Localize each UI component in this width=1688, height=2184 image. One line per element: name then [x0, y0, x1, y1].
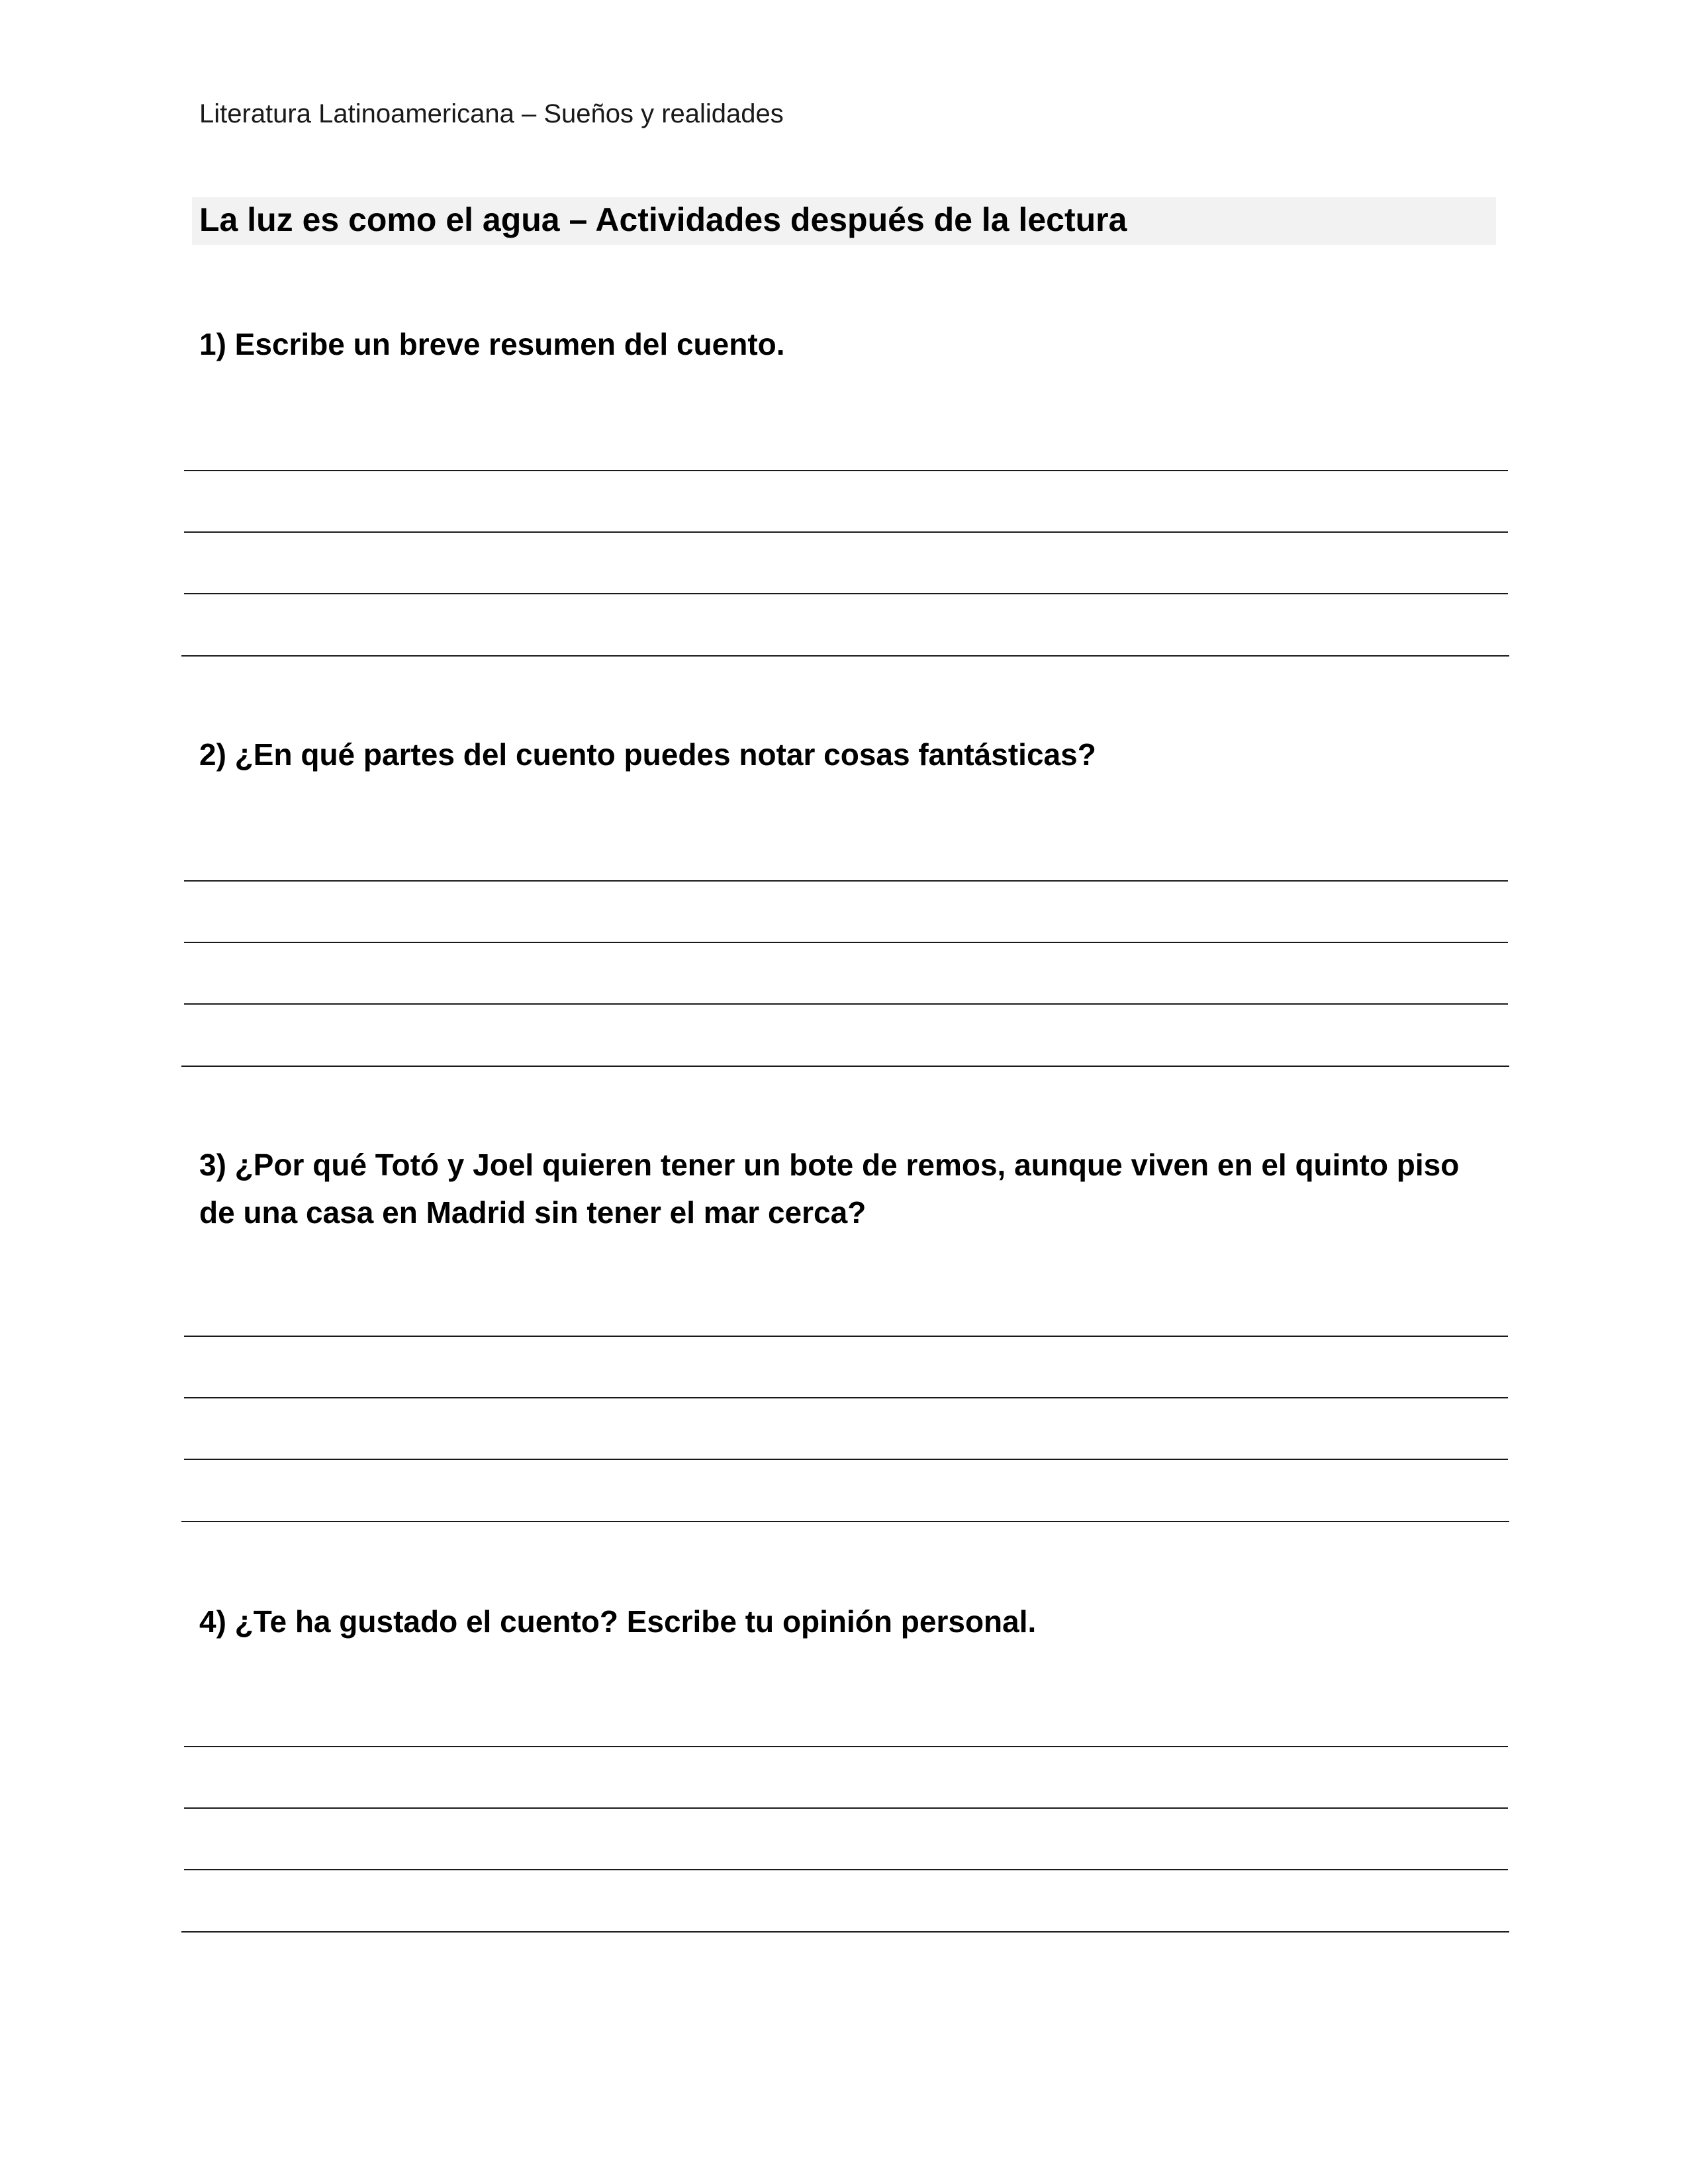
answer-line[interactable] [184, 1869, 1508, 1870]
answer-line[interactable] [184, 531, 1508, 533]
answer-line[interactable] [184, 942, 1508, 943]
answer-line[interactable] [184, 593, 1508, 594]
page-header: Literatura Latinoamericana – Sueños y realidades [199, 99, 784, 128]
answer-line[interactable] [184, 1336, 1508, 1337]
answer-line[interactable] [184, 1003, 1508, 1005]
worksheet-title: La luz es como el agua – Actividades después de la lectura [199, 201, 1127, 238]
answer-line[interactable] [184, 1746, 1508, 1747]
question-3: 3) ¿Por qué Totó y Joel quieren tener un bote de remos, aunque viven en el quinto piso de una casa en Madrid sin tener el mar cerca? [199, 1148, 1460, 1230]
answer-line[interactable] [181, 1931, 1509, 1933]
question-1: 1) Escribe un breve resumen del cuento. [199, 327, 785, 361]
answer-line[interactable] [184, 1807, 1508, 1809]
answer-line[interactable] [181, 1066, 1509, 1067]
answer-line[interactable] [184, 1459, 1508, 1460]
answer-line[interactable] [184, 880, 1508, 882]
answer-line[interactable] [184, 1397, 1508, 1398]
answer-line[interactable] [181, 655, 1509, 657]
question-4: 4) ¿Te ha gustado el cuento? Escribe tu opinión personal. [199, 1604, 1037, 1639]
answer-line[interactable] [184, 470, 1508, 471]
answer-line[interactable] [181, 1521, 1509, 1522]
question-2: 2) ¿En qué partes del cuento puedes notar cosas fantásticas? [199, 737, 1096, 772]
